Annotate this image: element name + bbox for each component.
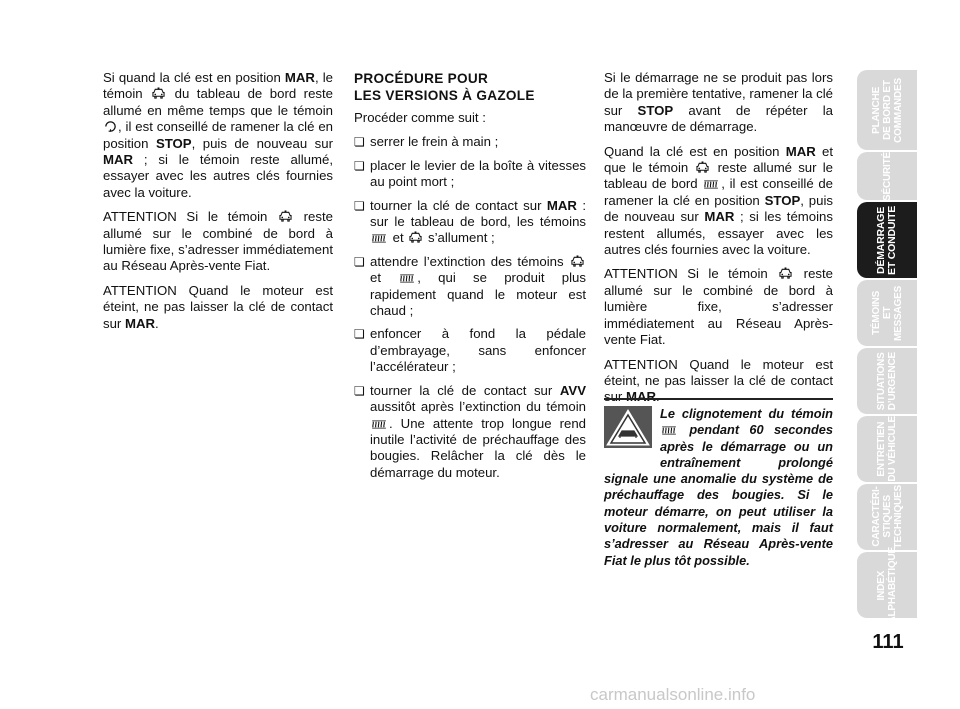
tab-planche-de-bord[interactable]: PLANCHE DE BORD ET COMMANDES [857, 70, 917, 150]
paragraph-attention-1: ATTENTION Si le témoin reste allumé sur le combiné de bord à lumière fixe, s’adresser immédiatement au Réseau Après-vente Fiat. [604, 266, 833, 348]
tab-situations-d-urgence[interactable]: SITUATIONS D’URGENCE [857, 348, 917, 414]
car-key-icon [570, 255, 585, 268]
tab-caracteristiques-techniques[interactable]: CARACTÉRI- STIQUES TECHNIQUES [857, 484, 917, 550]
column-left [103, 70, 333, 340]
list-item: ❏ attendre l’extinction des témoins et , qui se produit plus rapidement quand le moteur est chaud ; [354, 254, 586, 320]
paragraph-attention-1: ATTENTION Si le témoin reste allumé sur le combiné de bord à lumière fixe, s’adresser immédiatement au Réseau Après-vente Fiat. [103, 209, 333, 274]
list-item: ❏ placer le levier de la boîte à vitesses au point mort ; [354, 158, 586, 191]
glow-plug-icon [703, 179, 720, 190]
glow-plug-icon [371, 233, 388, 244]
car-key-icon [151, 87, 166, 100]
glow-plug-icon [661, 425, 678, 436]
car-key-icon [778, 267, 793, 280]
tab-entretien-du-vehicule[interactable]: ENTRETIEN DU VÉHICULE [857, 416, 917, 482]
tab-securite[interactable]: SÉCURITÉ [857, 152, 917, 200]
car-key-icon [278, 210, 293, 223]
procedure-intro: Procéder comme suit : [354, 110, 486, 125]
glow-plug-icon [399, 273, 416, 284]
glow-plug-icon [371, 419, 388, 430]
car-key-icon [408, 231, 423, 244]
tab-index-alphabetique[interactable]: INDEX ALPHABÉTIQUE [857, 552, 917, 618]
list-item: ❏ tourner la clé de contact sur AVV aussitôt après l’extinction du témoin . Une attente trop longue rend inutile l’activité de préchauffage des bougies. Relâcher la clé dès le démarrage du moteur. [354, 383, 586, 481]
engine-icon [104, 120, 117, 133]
list-item: ❏ enfoncer à fond la pédale d’embrayage, sans enfoncer l’accélérateur ; [354, 326, 586, 375]
list-item: ❏ tourner la clé de contact sur MAR : sur le tableau de bord, les témoins et s’allument ; [354, 198, 586, 247]
paragraph-key-mar: Si quand la clé est en position MAR, le témoin du tableau de bord reste allumé en même temps que le témoin , il est conseillé de ramener la clé en position STOP, puis de nouveau sur MAR ; si le témoin reste allumé, essayer avec les autres clés fournies avec la voiture. [103, 70, 334, 200]
page-number: 111 [872, 631, 904, 653]
paragraph-attention-2: ATTENTION Quand le moteur est éteint, ne pas laisser la clé de contact sur MAR. [103, 282, 333, 331]
paragraph-key-mar: Quand la clé est en position MAR et que le témoin reste allumé sur le tableau de bord , il est conseillé de ramener la clé en position STOP, puis de nouveau sur MAR ; si les témoins restent allumés, essayer avec les autres clés fournies avec la voiture. [604, 143, 834, 258]
tab-demarrage-et-conduite[interactable]: DÉMARRAGE ET CONDUITE [857, 202, 917, 278]
column-middle [354, 70, 586, 488]
paragraph-attention-2: ATTENTION Quand le moteur est éteint, ne pas laisser la clé de contact sur MAR. [604, 356, 833, 405]
procedure-steps [354, 134, 586, 481]
section-heading: PROCÉDURE POUR LES VERSIONS À GAZOLE [354, 71, 535, 103]
tab-temoins-et-messages[interactable]: TÉMOINS ET MESSAGES [857, 280, 917, 346]
warning-text: Le clignotement du témoin pendant 60 secondes après le démarrage ou un entraînement prolongé signale une anomalie du système de préchauffage des bougies. Si le moteur démarre, on peut utiliser la voiture normalement, mais il faut s’adresser au Réseau Après-vente Fiat le plus tôt possible. [604, 406, 833, 568]
list-item: ❏ serrer le frein à main ; [354, 134, 586, 150]
warning-box [604, 398, 833, 568]
footer-watermark: carmanualsonline.info [590, 685, 756, 704]
warning-triangle-icon [604, 406, 652, 448]
paragraph-retry: Si le démarrage ne se produit pas lors de la première tentative, ramener la clé sur STOP avant de répéter la manœuvre de démarrage. [604, 70, 833, 135]
column-right [604, 70, 833, 414]
car-key-icon [695, 161, 710, 174]
